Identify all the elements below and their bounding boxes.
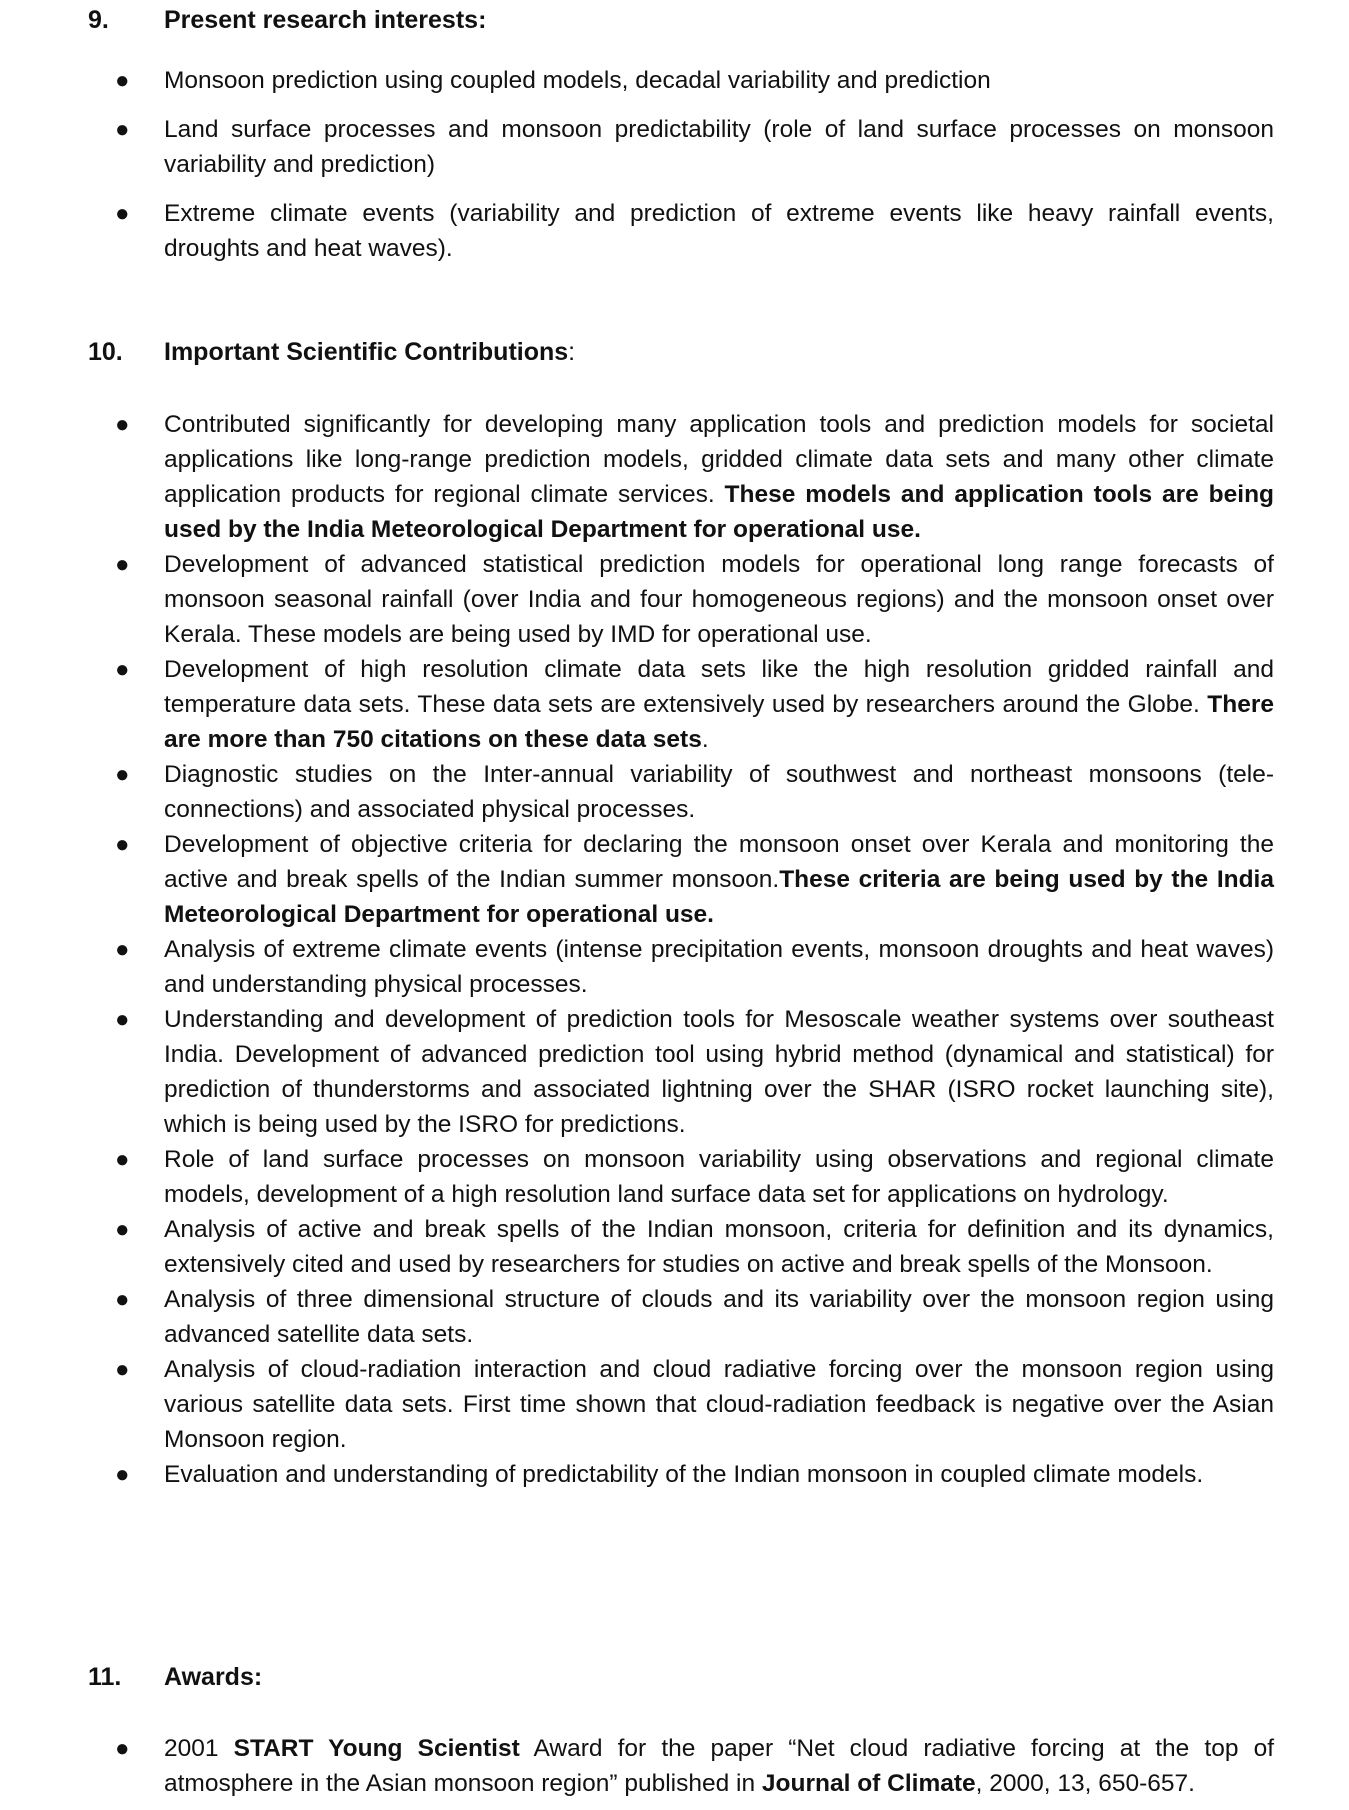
list-item	[0, 932, 1274, 1002]
list-item	[0, 112, 1274, 182]
list-item-text	[164, 1286, 1274, 1348]
list-item-text	[164, 1461, 1203, 1488]
list-item	[0, 1142, 1274, 1212]
list-item	[0, 196, 1274, 266]
section-number: 11.	[88, 1663, 122, 1691]
section-number: 10.	[88, 338, 123, 366]
bullet-icon: ●	[115, 1461, 130, 1488]
list-item-text	[164, 761, 1274, 823]
text-run: Development of objective criteria for declaring the monsoon onset over Kerala and monitoring the active and break spells of the Indian summer monsoon.	[164, 831, 1274, 893]
list-item	[0, 1457, 1274, 1492]
text-run: Diagnostic studies on the Inter-annual variability of southwest and northeast monsoons (tele-connections) and associated physical processes.	[164, 761, 1274, 823]
list-item	[0, 1212, 1274, 1282]
list-item	[0, 757, 1274, 827]
list-item	[0, 1002, 1274, 1142]
text-run: Development of high resolution climate data sets like the high resolution gridded rainfall and temperature data sets. These data sets are extensively used by researchers around the Globe.	[164, 656, 1274, 718]
section-title-colon: :	[568, 338, 576, 366]
bullet-icon: ●	[115, 67, 130, 94]
section-title: Present research interests:	[164, 6, 487, 34]
section-title-text: Important Scientific Contributions	[164, 338, 569, 366]
text-run: Evaluation and understanding of predictability of the Indian monsoon in coupled climate models.	[164, 1461, 1204, 1488]
list-item	[0, 63, 1274, 98]
list-item-text	[164, 1146, 1274, 1208]
bold-text-run: There are more than 750 citations on these data sets	[164, 691, 1274, 753]
bullet-icon: ●	[115, 1286, 130, 1313]
text-run: Monsoon prediction using coupled models, decadal variability and prediction	[164, 67, 991, 94]
list-item	[0, 547, 1274, 652]
list-item	[0, 407, 1274, 547]
text-run: Extreme climate events (variability and prediction of extreme events like heavy rainfall events, droughts and heat waves).	[164, 200, 1274, 262]
list-item	[0, 652, 1274, 757]
list-item-text	[164, 1006, 1274, 1138]
bold-text-run: Journal of Climate	[761, 1770, 976, 1797]
list-item	[0, 1282, 1274, 1352]
bullet-icon: ●	[115, 656, 130, 683]
text-run: Development of advanced statistical prediction models for operational long range forecasts of monsoon seasonal rainfall (over India and four homogeneous regions) and the monsoon onset over Kerala. These models are being used by IMD for operational use.	[164, 551, 1274, 648]
bullet-icon: ●	[115, 936, 130, 963]
bullet-icon: ●	[115, 1356, 130, 1383]
bullet-icon: ●	[115, 831, 130, 858]
bullet-icon: ●	[115, 1735, 130, 1762]
list-item-text	[164, 831, 1274, 928]
bold-text-run: These criteria are being used by the India Meteorological Department for operational use.	[164, 866, 1274, 928]
text-run: 2001	[164, 1735, 234, 1762]
bullet-icon: ●	[115, 551, 130, 578]
text-run: Analysis of cloud-radiation interaction and cloud radiative forcing over the monsoon region using various satellite data sets. First time shown that cloud-radiation feedback is negative over the Asian Monsoon region.	[164, 1356, 1274, 1453]
bullet-icon: ●	[115, 1006, 130, 1033]
list-item-text	[164, 67, 991, 94]
text-run: Analysis of active and break spells of the Indian monsoon, criteria for definition and its dynamics, extensively cited and used by researchers for studies on active and break spells of the Monsoon.	[164, 1216, 1274, 1278]
text-run: Land surface processes and monsoon predictability (role of land surface processes on monsoon variability and prediction)	[164, 116, 1274, 178]
bullet-icon: ●	[115, 116, 130, 143]
text-run: Role of land surface processes on monsoon variability using observations and regional climate models, development of a high resolution land surface data set for applications on hydrology.	[164, 1146, 1274, 1208]
list-item-text	[164, 656, 1274, 753]
list-item-text	[164, 551, 1274, 648]
list-item	[0, 827, 1274, 932]
section-title	[164, 335, 575, 370]
bullet-icon: ●	[115, 1216, 130, 1243]
text-run: Analysis of extreme climate events (intense precipitation events, monsoon droughts and heat waves) and understanding physical processes.	[164, 936, 1274, 998]
bullet-icon: ●	[115, 200, 130, 227]
list-item-text	[164, 1216, 1274, 1278]
bullet-icon: ●	[115, 1146, 130, 1173]
list-item-text	[164, 1735, 1274, 1797]
awards-list	[0, 1731, 1349, 1801]
list-item-text	[164, 1356, 1274, 1453]
bold-text-run: These models and application tools are being used by the India Meteorological Department for operational use.	[164, 481, 1275, 543]
text-run: Analysis of three dimensional structure of clouds and its variability over the monsoon region using advanced satellite data sets.	[164, 1286, 1274, 1348]
text-run: Understanding and development of prediction tools for Mesoscale weather systems over southeast India. Development of advanced prediction tool using hybrid method (dynamical and statistical) for prediction of thunderstorms and associated lightning over the SHAR (ISRO rocket launching site), which is being used by the ISRO for predictions.	[164, 1006, 1274, 1138]
list-item-text	[164, 116, 1274, 178]
section-title: Awards:	[164, 1663, 263, 1691]
section-number: 9.	[88, 6, 109, 34]
list-item-text	[164, 200, 1274, 262]
research-interests-list	[0, 63, 1349, 266]
text-run: , 2000, 13, 650-657.	[975, 1770, 1195, 1797]
list-item	[0, 1731, 1274, 1801]
text-run: .	[701, 726, 709, 753]
list-item-text	[164, 411, 1274, 543]
text-run: Award for the paper “Net cloud radiative forcing at the top of atmosphere in the Asian monsoon region” published in	[164, 1735, 1275, 1797]
bullet-icon: ●	[115, 761, 130, 788]
bullet-icon: ●	[115, 411, 130, 438]
list-item-text	[164, 936, 1274, 998]
text-run: Contributed significantly for developing many application tools and prediction models for societal applications like long-range prediction models, gridded climate data sets and many other climate application products for regional climate services.	[164, 411, 1274, 508]
list-item	[0, 1352, 1274, 1457]
scientific-contributions-list	[0, 407, 1349, 1492]
bold-text-run: START Young Scientist	[233, 1735, 520, 1762]
